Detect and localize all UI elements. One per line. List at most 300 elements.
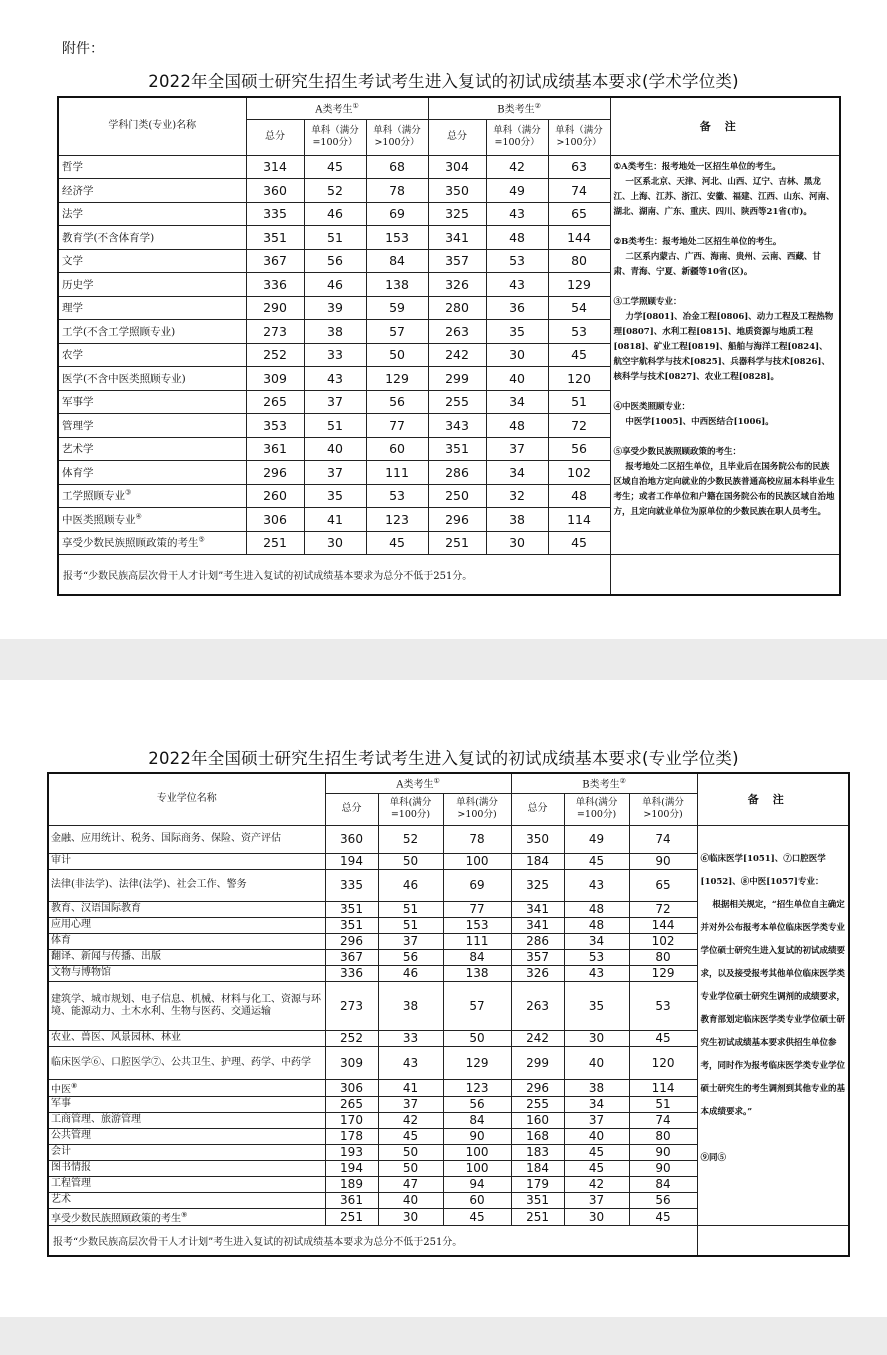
score-cell: 69	[366, 202, 428, 226]
header-subject: 学科门类(专业)名称	[58, 97, 246, 155]
row-name-text: 建筑学、城市规划、电子信息、机械、材料与化工、资源与环境、能源动力、土木水利、生物与医药、交通运输	[51, 993, 321, 1017]
score-cell: 367	[325, 949, 378, 965]
score-cell: 306	[246, 508, 304, 532]
score-cell: 309	[325, 1046, 378, 1079]
row-name-text: 哲学	[62, 161, 83, 174]
score-cell: 361	[325, 1192, 378, 1208]
remarks-notes: ⑥临床医学[1051]、⑦口腔医学[1052]、⑧中医[1057]专业： 根据相关规定，“招生单位自主确定并对外公布报考本单位临床医学类专业学位硕士研究生进入复试的初试成绩要求，以及接受报考其他单位临床医学类专业学位硕士研究生调剂的成绩要求，教育部划定临床医学类专业学位硕士研究生初试成绩基本要求供招生单位参考，同时作为报考临床医学类专业学位硕士研究生的考生调剂到其他专业的基本成绩要求。” ⑨同⑤	[697, 825, 849, 1226]
row-name	[48, 1046, 325, 1079]
score-cell: 184	[511, 1160, 564, 1176]
score-cell: 170	[325, 1112, 378, 1128]
row-name-text: 文物与博物馆	[51, 967, 111, 978]
score-cell: 280	[428, 296, 486, 320]
score-cell: 263	[428, 320, 486, 344]
row-name	[48, 1144, 325, 1160]
row-name-text: 工学(不含工学照顾专业)	[62, 325, 176, 338]
score-cell: 129	[366, 367, 428, 391]
score-cell: 46	[378, 965, 443, 981]
header-a-single-over100: 单科（满分>100分）	[366, 119, 428, 155]
score-cell: 40	[564, 1046, 629, 1079]
score-cell: 260	[246, 484, 304, 508]
score-cell: 60	[366, 437, 428, 461]
header-b-single-over100: 单科（满分>100分）	[548, 119, 610, 155]
header-group-a: A类考生①	[325, 773, 511, 793]
row-name-text: 法学	[62, 208, 83, 221]
score-cell: 30	[486, 531, 548, 555]
row-name-text: 文学	[62, 255, 83, 268]
header-a-single-over100: 单科(满分>100分)	[443, 793, 511, 825]
row-name	[48, 917, 325, 933]
score-cell: 242	[511, 1030, 564, 1046]
score-cell: 351	[428, 437, 486, 461]
score-cell: 37	[378, 1096, 443, 1112]
score-cell: 100	[443, 1144, 511, 1160]
score-cell: 314	[246, 155, 304, 179]
score-cell: 53	[564, 949, 629, 965]
row-name	[58, 226, 246, 250]
score-cell: 120	[548, 367, 610, 391]
score-cell: 54	[548, 296, 610, 320]
score-cell: 42	[486, 155, 548, 179]
score-cell: 41	[304, 508, 366, 532]
table-row	[58, 155, 840, 179]
score-cell: 37	[378, 933, 443, 949]
score-cell: 74	[629, 825, 697, 853]
row-name	[48, 1096, 325, 1112]
score-cell: 49	[564, 825, 629, 853]
score-cell: 351	[325, 901, 378, 917]
row-name	[48, 981, 325, 1030]
score-cell: 34	[486, 390, 548, 414]
score-cell: 306	[325, 1079, 378, 1096]
score-cell: 123	[366, 508, 428, 532]
score-cell: 43	[304, 367, 366, 391]
score-cell: 43	[486, 202, 548, 226]
row-name	[48, 1030, 325, 1046]
score-cell: 45	[564, 853, 629, 869]
score-cell: 48	[564, 901, 629, 917]
header-remarks: 备注	[610, 97, 840, 155]
score-cell: 80	[629, 1128, 697, 1144]
score-cell: 351	[246, 226, 304, 250]
score-cell: 80	[629, 949, 697, 965]
score-cell: 48	[548, 484, 610, 508]
professional-degree-table	[47, 772, 850, 1257]
score-cell: 37	[486, 437, 548, 461]
score-cell: 45	[564, 1144, 629, 1160]
score-cell: 50	[378, 1160, 443, 1176]
score-cell: 242	[428, 343, 486, 367]
score-cell: 53	[629, 981, 697, 1030]
score-cell: 45	[378, 1128, 443, 1144]
score-cell: 84	[366, 249, 428, 273]
score-cell: 250	[428, 484, 486, 508]
header-a-total: 总分	[246, 119, 304, 155]
score-cell: 36	[486, 296, 548, 320]
score-cell: 30	[378, 1208, 443, 1225]
score-cell: 78	[443, 825, 511, 853]
score-cell: 120	[629, 1046, 697, 1079]
score-cell: 178	[325, 1128, 378, 1144]
score-cell: 72	[548, 414, 610, 438]
score-cell: 30	[564, 1030, 629, 1046]
score-cell: 51	[304, 414, 366, 438]
score-cell: 144	[548, 226, 610, 250]
row-name-text: 法律(非法学)、法律(法学)、社会工作、警务	[51, 879, 247, 890]
header-b-single100: 单科（满分=100分）	[486, 119, 548, 155]
score-cell: 56	[378, 949, 443, 965]
score-cell: 100	[443, 853, 511, 869]
row-name-text: 享受少数民族照顾政策的考生	[62, 537, 199, 550]
score-cell: 336	[246, 273, 304, 297]
score-cell: 35	[486, 320, 548, 344]
row-name-text: 教育、汉语国际教育	[51, 903, 141, 914]
score-cell: 57	[366, 320, 428, 344]
score-cell: 30	[564, 1208, 629, 1225]
score-cell: 160	[511, 1112, 564, 1128]
row-name-text: 艺术学	[62, 443, 94, 456]
row-name-text: 中医	[51, 1083, 71, 1095]
header-group-a: A类考生①	[246, 97, 428, 119]
score-cell: 255	[511, 1096, 564, 1112]
row-name-text: 享受少数民族照顾政策的考生	[51, 1213, 181, 1225]
header-b-total: 总分	[428, 119, 486, 155]
score-cell: 90	[629, 1144, 697, 1160]
score-cell: 40	[564, 1128, 629, 1144]
score-cell: 35	[304, 484, 366, 508]
score-cell: 350	[428, 179, 486, 203]
row-name-text: 农学	[62, 349, 83, 362]
score-cell: 94	[443, 1176, 511, 1192]
score-cell: 65	[548, 202, 610, 226]
score-cell: 37	[564, 1112, 629, 1128]
row-name	[48, 1208, 325, 1225]
row-name-text: 军事学	[62, 396, 94, 409]
score-cell: 56	[629, 1192, 697, 1208]
row-name-text: 金融、应用统计、税务、国际商务、保险、资产评估	[51, 833, 281, 844]
footer-note: 报考“少数民族高层次骨干人才计划”考生进入复试的初试成绩基本要求为总分不低于251分。	[58, 555, 610, 595]
score-cell: 34	[564, 933, 629, 949]
score-cell: 265	[246, 390, 304, 414]
row-name	[48, 933, 325, 949]
score-cell: 351	[325, 917, 378, 933]
row-name-text: 管理学	[62, 419, 94, 432]
score-cell: 194	[325, 853, 378, 869]
row-name-text: 艺术	[51, 1194, 71, 1206]
row-name-text: 工程管理	[51, 1178, 91, 1190]
score-cell: 50	[378, 853, 443, 869]
score-cell: 37	[564, 1192, 629, 1208]
score-cell: 56	[366, 390, 428, 414]
score-cell: 56	[443, 1096, 511, 1112]
score-cell: 341	[428, 226, 486, 250]
score-cell: 341	[511, 901, 564, 917]
score-cell: 50	[378, 1144, 443, 1160]
score-cell: 50	[443, 1030, 511, 1046]
score-cell: 48	[564, 917, 629, 933]
score-cell: 252	[325, 1030, 378, 1046]
row-name	[58, 320, 246, 344]
row-name-mark: ④	[135, 512, 142, 521]
header-b-single-over100: 单科(满分>100分)	[629, 793, 697, 825]
score-cell: 59	[366, 296, 428, 320]
remarks-notes: ①A类考生：报考地处一区招生单位的考生。 一区系北京、天津、河北、山西、辽宁、吉林、黑龙江、上海、江苏、浙江、安徽、福建、江西、山东、河南、湖北、湖南、广东、重庆、四川、陕西等21省(市)。 ②B类考生：报考地处二区招生单位的考生。 二区系内蒙古、广西、海南、贵州、云南、西藏、甘肃、青海、宁夏、新疆等10省(区)。 ③工学照顾专业： 力学[0801]、冶金工程[0806]、动力工程及工程热物理[0807]、水利工程[0815]、地质资源与地质工程[0818]、矿业工程[0819]、船舶与海洋工程[0824]、航空宇航科学与技术[0825]、兵器科学与技术[0826]、核科学与技术[0827]、农业工程[0828]。 ④中医类照顾专业： 中医学[1005]、中西医结合[1006]。 ⑤享受少数民族照顾政策的考生： 报考地处二区招生单位，且毕业后在国务院公布的民族区域自治地方定向就业的少数民族普通高校应届本科毕业生考生；或者工作单位和户籍在国务院公布的民族区域自治地方，且定向就业单位为原单位的少数民族在职人员考生。	[610, 155, 840, 555]
row-name-mark: ③	[125, 488, 132, 497]
header-group-b: B类考生②	[428, 97, 610, 119]
row-name-text: 农业、兽医、风景园林、林业	[51, 1032, 181, 1043]
score-cell: 40	[378, 1192, 443, 1208]
score-cell: 45	[548, 343, 610, 367]
score-cell: 326	[428, 273, 486, 297]
score-cell: 351	[511, 1192, 564, 1208]
header-remarks: 备注	[697, 773, 849, 825]
score-cell: 45	[564, 1160, 629, 1176]
score-cell: 45	[629, 1030, 697, 1046]
header-b-total: 总分	[511, 793, 564, 825]
score-cell: 296	[246, 461, 304, 485]
score-cell: 252	[246, 343, 304, 367]
score-cell: 193	[325, 1144, 378, 1160]
row-name-text: 临床医学⑥、口腔医学⑦、公共卫生、护理、药学、中药学	[51, 1056, 311, 1068]
score-cell: 361	[246, 437, 304, 461]
score-cell: 56	[548, 437, 610, 461]
row-name	[58, 249, 246, 273]
score-cell: 74	[629, 1112, 697, 1128]
score-cell: 78	[366, 179, 428, 203]
score-cell: 51	[378, 901, 443, 917]
score-cell: 45	[304, 155, 366, 179]
score-cell: 102	[629, 933, 697, 949]
row-name-text: 应用心理	[51, 919, 91, 930]
score-cell: 51	[304, 226, 366, 250]
row-name	[48, 853, 325, 869]
header-degree: 专业学位名称	[48, 773, 325, 825]
row-name-text: 军事	[51, 1098, 71, 1110]
score-cell: 77	[443, 901, 511, 917]
row-name-text: 体育学	[62, 466, 94, 479]
row-name	[58, 390, 246, 414]
row-name-text: 图书情报	[51, 1162, 91, 1174]
row-name	[48, 825, 325, 853]
row-name	[48, 1160, 325, 1176]
row-name-text: 工学照顾专业	[62, 490, 125, 503]
score-cell: 38	[486, 508, 548, 532]
row-name	[48, 1079, 325, 1096]
score-cell: 90	[629, 1160, 697, 1176]
score-cell: 153	[366, 226, 428, 250]
score-cell: 129	[443, 1046, 511, 1079]
score-cell: 251	[325, 1208, 378, 1225]
score-cell: 45	[443, 1208, 511, 1225]
score-cell: 341	[511, 917, 564, 933]
score-cell: 168	[511, 1128, 564, 1144]
score-cell: 46	[378, 869, 443, 901]
score-cell: 255	[428, 390, 486, 414]
table1-title: 2022年全国硕士研究生招生考试考生进入复试的初试成绩基本要求(学术学位类)	[148, 72, 739, 91]
score-cell: 30	[486, 343, 548, 367]
score-cell: 251	[428, 531, 486, 555]
score-cell: 353	[246, 414, 304, 438]
score-cell: 100	[443, 1160, 511, 1176]
score-cell: 184	[511, 853, 564, 869]
score-cell: 33	[304, 343, 366, 367]
score-cell: 251	[246, 531, 304, 555]
score-cell: 53	[366, 484, 428, 508]
score-cell: 90	[443, 1128, 511, 1144]
score-cell: 72	[629, 901, 697, 917]
score-cell: 84	[629, 1176, 697, 1192]
score-cell: 138	[366, 273, 428, 297]
score-cell: 51	[548, 390, 610, 414]
row-name	[58, 202, 246, 226]
score-cell: 183	[511, 1144, 564, 1160]
score-cell: 129	[548, 273, 610, 297]
score-cell: 265	[325, 1096, 378, 1112]
score-cell: 360	[246, 179, 304, 203]
row-name	[48, 1128, 325, 1144]
attachment-label: 附件：	[62, 41, 104, 57]
row-name-mark: ⑨	[181, 1210, 188, 1219]
score-cell: 290	[246, 296, 304, 320]
score-cell: 335	[325, 869, 378, 901]
row-name-text: 体育	[51, 935, 71, 946]
row-name-text: 会计	[51, 1146, 71, 1158]
score-cell: 335	[246, 202, 304, 226]
score-cell: 111	[366, 461, 428, 485]
score-cell: 111	[443, 933, 511, 949]
row-name-text: 工商管理、旅游管理	[51, 1114, 141, 1126]
score-cell: 77	[366, 414, 428, 438]
score-cell: 41	[378, 1079, 443, 1096]
score-cell: 49	[486, 179, 548, 203]
score-cell: 357	[511, 949, 564, 965]
score-cell: 46	[304, 273, 366, 297]
score-cell: 123	[443, 1079, 511, 1096]
header-b-single100: 单科(满分=100分)	[564, 793, 629, 825]
table2-title: 2022年全国硕士研究生招生考试考生进入复试的初试成绩基本要求(专业学位类)	[148, 749, 739, 768]
score-cell: 38	[564, 1079, 629, 1096]
score-cell: 194	[325, 1160, 378, 1176]
score-cell: 48	[486, 226, 548, 250]
score-cell: 32	[486, 484, 548, 508]
score-cell: 114	[629, 1079, 697, 1096]
score-cell: 84	[443, 1112, 511, 1128]
score-cell: 34	[486, 461, 548, 485]
row-name-text: 历史学	[62, 278, 94, 291]
score-cell: 42	[564, 1176, 629, 1192]
score-cell: 43	[564, 965, 629, 981]
row-name-text: 医学(不含中医类照顾专业)	[62, 372, 186, 385]
score-cell: 65	[629, 869, 697, 901]
score-cell: 102	[548, 461, 610, 485]
score-cell: 304	[428, 155, 486, 179]
row-name	[58, 296, 246, 320]
row-name-text: 中医类照顾专业	[62, 513, 136, 526]
row-name	[58, 484, 246, 508]
score-cell: 69	[443, 869, 511, 901]
score-cell: 325	[428, 202, 486, 226]
score-cell: 51	[378, 917, 443, 933]
score-cell: 336	[325, 965, 378, 981]
score-cell: 56	[304, 249, 366, 273]
header-a-single100: 单科（满分=100分）	[304, 119, 366, 155]
score-cell: 34	[564, 1096, 629, 1112]
row-name	[58, 367, 246, 391]
score-cell: 45	[548, 531, 610, 555]
score-cell: 40	[304, 437, 366, 461]
row-name	[48, 965, 325, 981]
row-name-text: 教育学(不含体育学)	[62, 231, 155, 244]
score-cell: 45	[629, 1208, 697, 1225]
score-cell: 296	[428, 508, 486, 532]
row-name	[48, 1176, 325, 1192]
row-name	[48, 949, 325, 965]
table-row	[48, 825, 849, 853]
score-cell: 299	[511, 1046, 564, 1079]
score-cell: 286	[428, 461, 486, 485]
score-cell: 299	[428, 367, 486, 391]
score-cell: 52	[378, 825, 443, 853]
score-cell: 37	[304, 461, 366, 485]
score-cell: 138	[443, 965, 511, 981]
score-cell: 263	[511, 981, 564, 1030]
score-cell: 325	[511, 869, 564, 901]
score-cell: 129	[629, 965, 697, 981]
score-cell: 286	[511, 933, 564, 949]
score-cell: 114	[548, 508, 610, 532]
row-name-text: 理学	[62, 302, 83, 315]
row-name	[58, 414, 246, 438]
row-name-text: 翻译、新闻与传播、出版	[51, 951, 161, 962]
score-cell: 60	[443, 1192, 511, 1208]
row-name-mark: ⑧	[71, 1081, 78, 1090]
score-cell: 273	[325, 981, 378, 1030]
row-name	[58, 343, 246, 367]
academic-degree-table	[57, 96, 841, 596]
score-cell: 42	[378, 1112, 443, 1128]
score-cell: 33	[378, 1030, 443, 1046]
score-cell: 68	[366, 155, 428, 179]
header-group-b: B类考生②	[511, 773, 697, 793]
score-cell: 74	[548, 179, 610, 203]
footer-note: 报考“少数民族高层次骨干人才计划”考生进入复试的初试成绩基本要求为总分不低于251分。	[48, 1226, 697, 1256]
row-name	[48, 869, 325, 901]
score-cell: 343	[428, 414, 486, 438]
score-cell: 43	[378, 1046, 443, 1079]
score-cell: 53	[486, 249, 548, 273]
row-name	[58, 155, 246, 179]
score-cell: 47	[378, 1176, 443, 1192]
header-a-total: 总分	[325, 793, 378, 825]
score-cell: 179	[511, 1176, 564, 1192]
row-name	[58, 461, 246, 485]
score-cell: 51	[629, 1096, 697, 1112]
row-name	[58, 508, 246, 532]
score-cell: 40	[486, 367, 548, 391]
score-cell: 43	[564, 869, 629, 901]
row-name	[48, 1112, 325, 1128]
score-cell: 251	[511, 1208, 564, 1225]
score-cell: 53	[548, 320, 610, 344]
score-cell: 50	[366, 343, 428, 367]
score-cell: 38	[378, 981, 443, 1030]
footer-row	[48, 1226, 849, 1256]
score-cell: 273	[246, 320, 304, 344]
score-cell: 153	[443, 917, 511, 933]
score-cell: 52	[304, 179, 366, 203]
score-cell: 35	[564, 981, 629, 1030]
row-name-mark: ⑤	[198, 535, 205, 544]
